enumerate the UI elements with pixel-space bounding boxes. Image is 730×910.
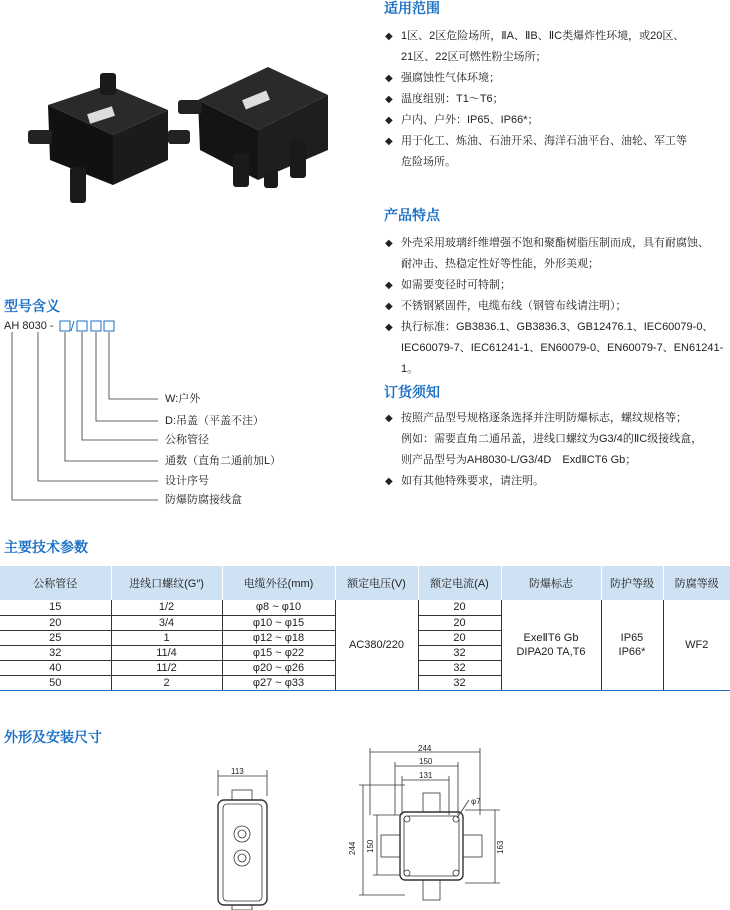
table-cell: φ10 ~ φ15	[222, 615, 335, 630]
list-item: ◆ 温度组别：T1～T6；	[385, 89, 730, 110]
model-label-diameter: 公称管径	[165, 434, 209, 446]
ordering-example: 例如：需要直角二通吊盖，进线口螺纹为G3/4的ⅡC级接线盒，	[401, 433, 703, 445]
model-label-w: W:户外	[165, 393, 201, 405]
column-header: 防爆标志	[501, 566, 601, 600]
table-cell: φ20 ~ φ26	[222, 660, 335, 675]
list-item: ◆ 执行标准：GB3836.1、GB3836.3、GB12476.1、IEC60079-0、 IEC60079-7、IEC61241-1、EN60079-0、EN60079-7、EN61241-1。	[385, 317, 730, 380]
table-cell: φ15 ~ φ22	[222, 645, 335, 660]
side-view-drawing	[205, 762, 285, 910]
column-header: 进线口螺纹(G″)	[111, 566, 222, 600]
product-photo	[28, 55, 338, 215]
table-cell: 32	[418, 675, 501, 690]
front-view-drawing	[345, 745, 520, 910]
model-title: 型号含义	[4, 298, 60, 314]
ordering-example-model: 则产品型号为AH8030-L/G3/4D ExdⅡCT6 Gb；	[401, 454, 637, 466]
table-cell: 2	[111, 675, 222, 690]
dimensions-title: 外形及安装尺寸	[4, 729, 102, 745]
table-cell: 20	[418, 630, 501, 645]
table-cell: 50	[0, 675, 111, 690]
voltage-cell: AC380/220	[335, 600, 418, 690]
column-header: 额定电流(A)	[418, 566, 501, 600]
ordering-title: 订货须知	[384, 384, 440, 400]
junction-box-left	[28, 73, 190, 203]
column-header: 公称管径	[0, 566, 111, 600]
column-header: 电缆外径(mm)	[222, 566, 335, 600]
list-item: ◆ 户内、户外：IP65、IP66*；	[385, 110, 730, 131]
ordering-block	[385, 408, 730, 492]
table-cell: φ27 ~ φ33	[222, 675, 335, 690]
dim-label: 163	[496, 840, 505, 854]
table-cell: 32	[418, 645, 501, 660]
table-cell: 32	[0, 645, 111, 660]
table-cell: 40	[0, 660, 111, 675]
list-item: ◆ 1区、2区危险场所，ⅡA、ⅡB、ⅡC类爆炸性环境，或20区、 21区、22区可燃性粉尘场所；	[385, 26, 730, 68]
list-item: ◆ 如有其他特殊要求，请注明。	[385, 471, 730, 492]
features-title: 产品特点	[384, 207, 440, 223]
list-item: ◆ 如需要变径时可特制；	[385, 275, 730, 296]
table-cell: φ8 ~ φ10	[222, 600, 335, 615]
dim-label: 244	[348, 841, 357, 855]
table-cell: 1	[111, 630, 222, 645]
column-header: 额定电压(V)	[335, 566, 418, 600]
model-label-ways: 通数（直角二通前加L）	[165, 455, 282, 467]
dim-label: 131	[419, 771, 433, 780]
specs-table	[0, 566, 730, 691]
table-cell: 11/2	[111, 660, 222, 675]
usage-list	[385, 26, 730, 173]
table-cell: 20	[418, 600, 501, 615]
column-header: 防腐等级	[663, 566, 730, 600]
ip-cell: IP65 IP66*	[601, 600, 663, 690]
table-cell: 25	[0, 630, 111, 645]
dim-label: 244	[418, 745, 432, 753]
model-label-d: D:吊盖（平盖不注）	[165, 415, 264, 427]
table-cell: 3/4	[111, 615, 222, 630]
list-item: ◆ 不锈钢紧固件，电缆布线（钢管布线请注明）；	[385, 296, 730, 317]
dim-label: φ7	[471, 797, 481, 806]
table-row	[0, 600, 730, 615]
table-cell: 11/4	[111, 645, 222, 660]
table-cell: 1/2	[111, 600, 222, 615]
usage-title: 适用范围	[384, 0, 440, 16]
anticorrosion-cell: WF2	[663, 600, 730, 690]
specs-title: 主要技术参数	[4, 539, 88, 555]
dim-label: 150	[366, 839, 375, 853]
dim-label: 113	[231, 767, 244, 776]
list-item: ◆ 外壳采用玻璃纤维增强不饱和聚酯树脂压制而成，具有耐腐蚀、 耐冲击、热稳定性好等性能，外形美观；	[385, 233, 730, 275]
table-cell: 15	[0, 600, 111, 615]
table-cell: φ12 ~ φ18	[222, 630, 335, 645]
table-cell: 20	[0, 615, 111, 630]
table-cell: 32	[418, 660, 501, 675]
model-code: AH 8030 -	[4, 320, 54, 332]
model-label-serial: 设计序号	[165, 475, 209, 487]
list-item: ◆ 按照产品型号规格逐条选择并注明防爆标志，螺纹规格等；	[385, 408, 730, 429]
dim-label: 150	[419, 757, 433, 766]
features-list	[385, 233, 730, 380]
table-header-row	[0, 566, 730, 600]
model-label-product: 防爆防腐接线盒	[165, 494, 242, 506]
ex-mark-cell: ExeⅡT6 Gb DIPA20 TA,T6	[501, 600, 601, 690]
table-cell: 20	[418, 615, 501, 630]
list-item: ◆ 用于化工、炼油、石油开采、海洋石油平台、油轮、军工等 危险场所。	[385, 131, 730, 173]
column-header: 防护等级	[601, 566, 663, 600]
junction-box-right	[178, 67, 328, 188]
list-item: ◆ 强腐蚀性气体环境；	[385, 68, 730, 89]
